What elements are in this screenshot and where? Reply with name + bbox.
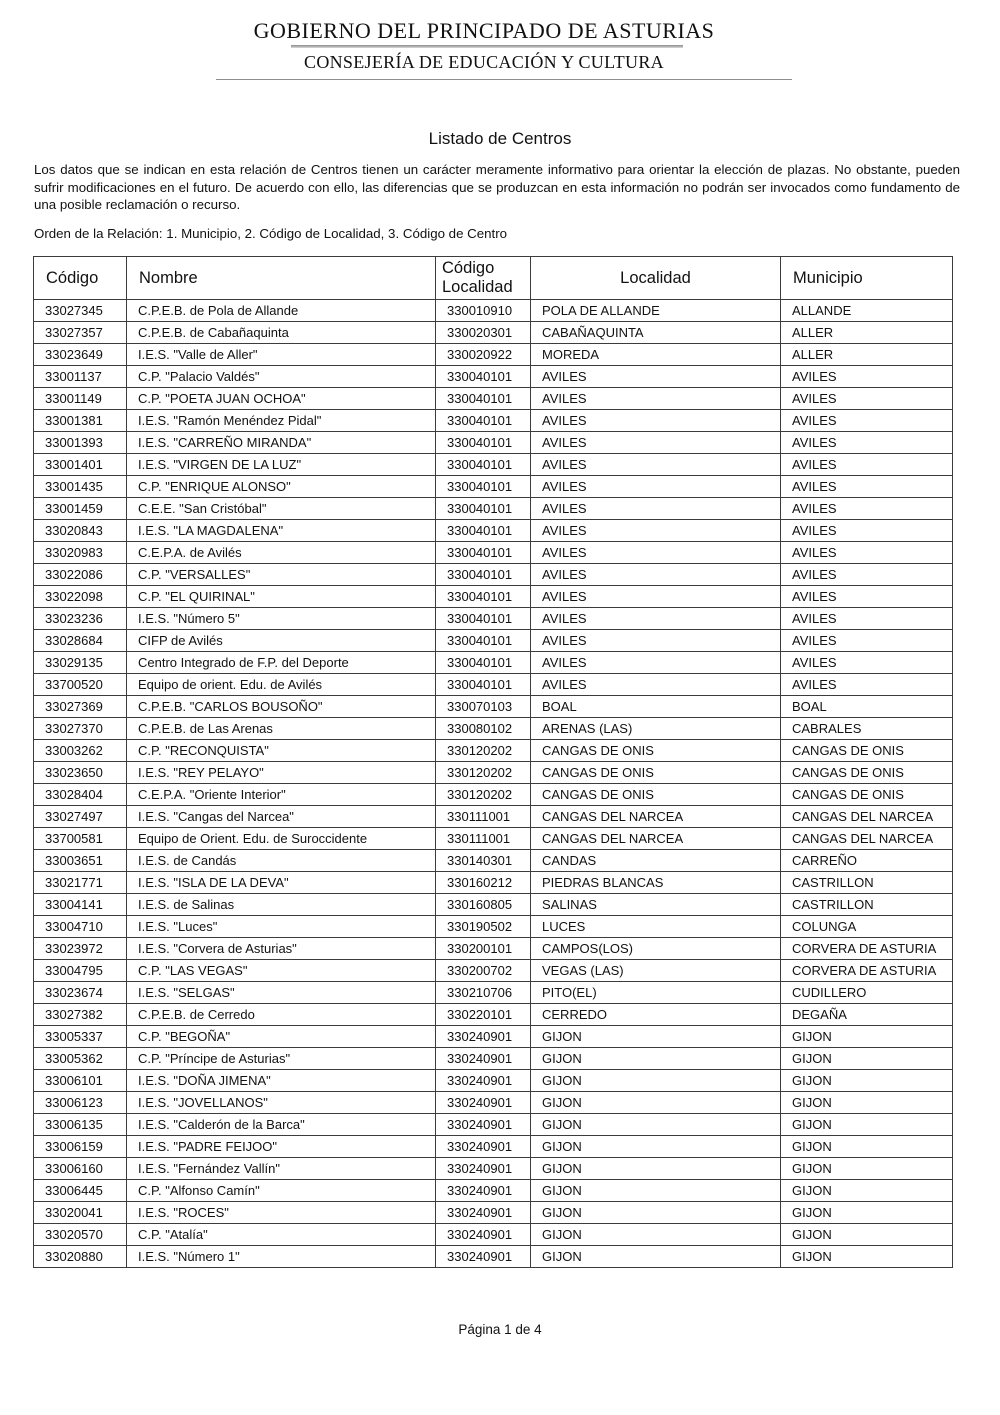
cell-nombre: C.P. "LAS VEGAS" (127, 960, 436, 982)
table-row (34, 806, 953, 828)
cell-codigo-localidad: 330210706 (436, 982, 531, 1004)
cell-localidad: SALINAS (531, 894, 781, 916)
table-row (34, 1092, 953, 1114)
cell-codigo-localidad: 330040101 (436, 542, 531, 564)
cell-localidad: GIJON (531, 1158, 781, 1180)
cell-codigo-localidad: 330200101 (436, 938, 531, 960)
cell-localidad: AVILES (531, 608, 781, 630)
cell-nombre: I.E.S. "Número 1" (127, 1246, 436, 1268)
cell-codigo: 33023649 (34, 344, 127, 366)
cell-localidad: AVILES (531, 520, 781, 542)
cell-codigo-localidad: 330240901 (436, 1180, 531, 1202)
cell-municipio: AVILES (781, 498, 953, 520)
cell-codigo-localidad: 330240901 (436, 1136, 531, 1158)
cell-localidad: POLA DE ALLANDE (531, 300, 781, 322)
table-row (34, 608, 953, 630)
cell-municipio: ALLER (781, 322, 953, 344)
cell-localidad: CANGAS DEL NARCEA (531, 806, 781, 828)
cell-codigo-localidad: 330040101 (436, 498, 531, 520)
cell-municipio: AVILES (781, 542, 953, 564)
cell-municipio: CANGAS DEL NARCEA (781, 806, 953, 828)
cell-codigo-localidad: 330040101 (436, 410, 531, 432)
cell-localidad: CERREDO (531, 1004, 781, 1026)
table-row (34, 652, 953, 674)
cell-nombre: C.P.E.B. de Cabañaquinta (127, 322, 436, 344)
cell-localidad: BOAL (531, 696, 781, 718)
cell-localidad: VEGAS (LAS) (531, 960, 781, 982)
cell-codigo-localidad: 330040101 (436, 432, 531, 454)
cell-municipio: GIJON (781, 1158, 953, 1180)
cell-nombre: I.E.S. "SELGAS" (127, 982, 436, 1004)
cell-codigo: 33004795 (34, 960, 127, 982)
cell-codigo: 33006101 (34, 1070, 127, 1092)
cell-municipio: GIJON (781, 1224, 953, 1246)
table-row (34, 344, 953, 366)
table-row (34, 740, 953, 762)
cell-localidad: AVILES (531, 652, 781, 674)
letterhead-divider-top (291, 45, 683, 48)
cell-codigo: 33023674 (34, 982, 127, 1004)
cell-localidad: AVILES (531, 388, 781, 410)
cell-codigo: 33006445 (34, 1180, 127, 1202)
cell-nombre: C.P. "VERSALLES" (127, 564, 436, 586)
cell-nombre: I.E.S. de Salinas (127, 894, 436, 916)
cell-municipio: CANGAS DE ONIS (781, 740, 953, 762)
cell-municipio: GIJON (781, 1092, 953, 1114)
table-row (34, 1070, 953, 1092)
cell-nombre: C.E.E. "San Cristóbal" (127, 498, 436, 520)
cell-codigo: 33029135 (34, 652, 127, 674)
table-row (34, 454, 953, 476)
cell-localidad: AVILES (531, 542, 781, 564)
cell-municipio: GIJON (781, 1180, 953, 1202)
cell-codigo: 33023236 (34, 608, 127, 630)
cell-nombre: I.E.S. "VIRGEN DE LA LUZ" (127, 454, 436, 476)
cell-codigo: 33006160 (34, 1158, 127, 1180)
cell-codigo: 33027382 (34, 1004, 127, 1026)
cell-localidad: CANGAS DEL NARCEA (531, 828, 781, 850)
table-header-row (34, 257, 953, 300)
order-note: Orden de la Relación: 1. Municipio, 2. Código de Localidad, 3. Código de Centro (34, 226, 508, 241)
table-row (34, 696, 953, 718)
table-row (34, 1048, 953, 1070)
cell-codigo-localidad: 330190502 (436, 916, 531, 938)
cell-nombre: C.P.E.B. de Las Arenas (127, 718, 436, 740)
cell-localidad: GIJON (531, 1246, 781, 1268)
cell-municipio: CORVERA DE ASTURIA (781, 938, 953, 960)
cell-codigo: 33003651 (34, 850, 127, 872)
table-row (34, 916, 953, 938)
letterhead-government-title: GOBIERNO DEL PRINCIPADO DE ASTURIAS (253, 18, 715, 43)
cell-nombre: I.E.S. "LA MAGDALENA" (127, 520, 436, 542)
cell-localidad: CANGAS DE ONIS (531, 784, 781, 806)
cell-localidad: GIJON (531, 1070, 781, 1092)
table-row (34, 1114, 953, 1136)
table-row (34, 322, 953, 344)
cell-nombre: I.E.S. de Candás (127, 850, 436, 872)
cell-localidad: AVILES (531, 564, 781, 586)
cell-codigo: 33027345 (34, 300, 127, 322)
cell-codigo: 33020880 (34, 1246, 127, 1268)
cell-codigo: 33006135 (34, 1114, 127, 1136)
table-body (34, 300, 953, 1268)
cell-municipio: GIJON (781, 1114, 953, 1136)
cell-municipio: AVILES (781, 520, 953, 542)
cell-codigo: 33020570 (34, 1224, 127, 1246)
column-header-codigo-localidad: Código Localidad (436, 257, 531, 300)
cell-nombre: C.P.E.B. de Pola de Allande (127, 300, 436, 322)
cell-codigo: 33028404 (34, 784, 127, 806)
cell-codigo-localidad: 330160212 (436, 872, 531, 894)
cell-municipio: AVILES (781, 652, 953, 674)
cell-municipio: AVILES (781, 410, 953, 432)
cell-nombre: C.P. "ENRIQUE ALONSO" (127, 476, 436, 498)
cell-codigo: 33001459 (34, 498, 127, 520)
cell-codigo: 33001381 (34, 410, 127, 432)
cell-codigo-localidad: 330040101 (436, 630, 531, 652)
table-header (34, 257, 953, 300)
letterhead-department-title: CONSEJERÍA DE EDUCACIÓN Y CULTURA (304, 52, 664, 72)
cell-municipio: AVILES (781, 630, 953, 652)
cell-codigo-localidad: 330040101 (436, 608, 531, 630)
cell-codigo-localidad: 330020922 (436, 344, 531, 366)
cell-codigo: 33001137 (34, 366, 127, 388)
cell-municipio: CASTRILLON (781, 894, 953, 916)
cell-municipio: CANGAS DE ONIS (781, 762, 953, 784)
cell-codigo-localidad: 330040101 (436, 388, 531, 410)
cell-localidad: GIJON (531, 1026, 781, 1048)
cell-codigo: 33020041 (34, 1202, 127, 1224)
table-row (34, 1202, 953, 1224)
cell-localidad: GIJON (531, 1092, 781, 1114)
cell-codigo-localidad: 330220101 (436, 1004, 531, 1026)
cell-localidad: AVILES (531, 476, 781, 498)
cell-nombre: I.E.S. "ROCES" (127, 1202, 436, 1224)
cell-codigo: 33022098 (34, 586, 127, 608)
cell-nombre: I.E.S. "CARREÑO MIRANDA" (127, 432, 436, 454)
table-row (34, 784, 953, 806)
cell-localidad: ARENAS (LAS) (531, 718, 781, 740)
cell-nombre: I.E.S. "ISLA DE LA DEVA" (127, 872, 436, 894)
cell-municipio: COLUNGA (781, 916, 953, 938)
cell-nombre: C.P. "EL QUIRINAL" (127, 586, 436, 608)
cell-municipio: GIJON (781, 1136, 953, 1158)
column-header-municipio: Municipio (781, 257, 953, 300)
cell-localidad: MOREDA (531, 344, 781, 366)
cell-localidad: AVILES (531, 410, 781, 432)
cell-localidad: GIJON (531, 1048, 781, 1070)
cell-codigo-localidad: 330240901 (436, 1114, 531, 1136)
table-row (34, 960, 953, 982)
cell-codigo: 33700581 (34, 828, 127, 850)
table-row (34, 762, 953, 784)
cell-codigo-localidad: 330120202 (436, 762, 531, 784)
cell-localidad: CANGAS DE ONIS (531, 762, 781, 784)
cell-municipio: GIJON (781, 1202, 953, 1224)
cell-municipio: AVILES (781, 586, 953, 608)
table-row (34, 938, 953, 960)
cell-nombre: I.E.S. "Luces" (127, 916, 436, 938)
table-row (34, 586, 953, 608)
cell-codigo: 33027369 (34, 696, 127, 718)
cell-nombre: C.P. "Atalía" (127, 1224, 436, 1246)
table-row (34, 300, 953, 322)
cell-municipio: DEGAÑA (781, 1004, 953, 1026)
cell-codigo-localidad: 330160805 (436, 894, 531, 916)
table-row (34, 410, 953, 432)
cell-nombre: C.P.E.B. "CARLOS BOUSOÑO" (127, 696, 436, 718)
cell-codigo: 33004710 (34, 916, 127, 938)
cell-codigo-localidad: 330240901 (436, 1246, 531, 1268)
table-row (34, 1180, 953, 1202)
cell-codigo-localidad: 330070103 (436, 696, 531, 718)
cell-codigo-localidad: 330240901 (436, 1070, 531, 1092)
cell-nombre: I.E.S. "REY PELAYO" (127, 762, 436, 784)
cell-municipio: GIJON (781, 1246, 953, 1268)
cell-codigo-localidad: 330240901 (436, 1158, 531, 1180)
table-row (34, 1026, 953, 1048)
cell-municipio: AVILES (781, 454, 953, 476)
cell-municipio: CABRALES (781, 718, 953, 740)
cell-municipio: CANGAS DEL NARCEA (781, 828, 953, 850)
table-row (34, 850, 953, 872)
cell-municipio: AVILES (781, 388, 953, 410)
table-row (34, 1246, 953, 1268)
cell-nombre: C.P.E.B. de Cerredo (127, 1004, 436, 1026)
column-header-localidad: Localidad (531, 257, 781, 300)
cell-codigo-localidad: 330040101 (436, 674, 531, 696)
cell-nombre: I.E.S. "PADRE FEIJOO" (127, 1136, 436, 1158)
cell-municipio: AVILES (781, 674, 953, 696)
cell-nombre: I.E.S. "Corvera de Asturias" (127, 938, 436, 960)
cell-localidad: CAMPOS(LOS) (531, 938, 781, 960)
cell-localidad: GIJON (531, 1224, 781, 1246)
table-row (34, 1158, 953, 1180)
cell-codigo-localidad: 330240901 (436, 1026, 531, 1048)
cell-localidad: GIJON (531, 1136, 781, 1158)
cell-municipio: AVILES (781, 476, 953, 498)
table-row (34, 366, 953, 388)
cell-codigo: 33003262 (34, 740, 127, 762)
cell-codigo-localidad: 330240901 (436, 1092, 531, 1114)
cell-localidad: AVILES (531, 630, 781, 652)
cell-localidad: AVILES (531, 366, 781, 388)
cell-municipio: CANGAS DE ONIS (781, 784, 953, 806)
cell-localidad: CANGAS DE ONIS (531, 740, 781, 762)
cell-localidad: CANDAS (531, 850, 781, 872)
cell-nombre: C.P. "Palacio Valdés" (127, 366, 436, 388)
table-row (34, 432, 953, 454)
cell-nombre: I.E.S. "Cangas del Narcea" (127, 806, 436, 828)
cell-codigo: 33022086 (34, 564, 127, 586)
cell-codigo: 33005362 (34, 1048, 127, 1070)
cell-codigo-localidad: 330010910 (436, 300, 531, 322)
cell-codigo: 33023972 (34, 938, 127, 960)
cell-nombre: C.P. "RECONQUISTA" (127, 740, 436, 762)
cell-codigo: 33001401 (34, 454, 127, 476)
table-row (34, 982, 953, 1004)
column-header-codigo: Código (34, 257, 127, 300)
cell-codigo-localidad: 330111001 (436, 828, 531, 850)
cell-nombre: Centro Integrado de F.P. del Deporte (127, 652, 436, 674)
cell-codigo: 33001393 (34, 432, 127, 454)
cell-codigo: 33023650 (34, 762, 127, 784)
cell-nombre: I.E.S. "Valle de Aller" (127, 344, 436, 366)
cell-codigo: 33006159 (34, 1136, 127, 1158)
cell-codigo-localidad: 330040101 (436, 520, 531, 542)
cell-codigo: 33027370 (34, 718, 127, 740)
cell-codigo-localidad: 330080102 (436, 718, 531, 740)
cell-codigo: 33020843 (34, 520, 127, 542)
table-row (34, 542, 953, 564)
letterhead-divider-bottom (216, 79, 792, 80)
cell-municipio: CORVERA DE ASTURIA (781, 960, 953, 982)
cell-codigo-localidad: 330040101 (436, 476, 531, 498)
cell-codigo-localidad: 330120202 (436, 784, 531, 806)
cell-nombre: I.E.S. "JOVELLANOS" (127, 1092, 436, 1114)
table-row (34, 498, 953, 520)
cell-municipio: GIJON (781, 1048, 953, 1070)
table-row (34, 630, 953, 652)
cell-codigo-localidad: 330040101 (436, 366, 531, 388)
column-header-nombre: Nombre (127, 257, 436, 300)
cell-codigo-localidad: 330240901 (436, 1224, 531, 1246)
table-row (34, 894, 953, 916)
cell-localidad: AVILES (531, 586, 781, 608)
page-number: Página 1 de 4 (458, 1322, 542, 1337)
cell-nombre: C.E.P.A. de Avilés (127, 542, 436, 564)
table-row (34, 674, 953, 696)
cell-codigo: 33006123 (34, 1092, 127, 1114)
cell-municipio: AVILES (781, 432, 953, 454)
cell-codigo-localidad: 330040101 (436, 652, 531, 674)
cell-localidad: GIJON (531, 1202, 781, 1224)
cell-municipio: CARREÑO (781, 850, 953, 872)
cell-codigo: 33027357 (34, 322, 127, 344)
cell-codigo-localidad: 330140301 (436, 850, 531, 872)
cell-localidad: AVILES (531, 454, 781, 476)
cell-nombre: C.P. "BEGOÑA" (127, 1026, 436, 1048)
cell-localidad: LUCES (531, 916, 781, 938)
cell-municipio: AVILES (781, 366, 953, 388)
cell-codigo: 33700520 (34, 674, 127, 696)
cell-localidad: PITO(EL) (531, 982, 781, 1004)
cell-municipio: CUDILLERO (781, 982, 953, 1004)
cell-codigo: 33020983 (34, 542, 127, 564)
cell-municipio: GIJON (781, 1026, 953, 1048)
cell-codigo: 33021771 (34, 872, 127, 894)
cell-codigo: 33004141 (34, 894, 127, 916)
table-row (34, 828, 953, 850)
cell-municipio: ALLANDE (781, 300, 953, 322)
cell-codigo-localidad: 330240901 (436, 1048, 531, 1070)
cell-nombre: I.E.S. "DOÑA JIMENA" (127, 1070, 436, 1092)
cell-nombre: C.E.P.A. "Oriente Interior" (127, 784, 436, 806)
table-row (34, 872, 953, 894)
cell-codigo: 33001435 (34, 476, 127, 498)
cell-codigo: 33028684 (34, 630, 127, 652)
cell-codigo-localidad: 330120202 (436, 740, 531, 762)
cell-municipio: BOAL (781, 696, 953, 718)
cell-nombre: I.E.S. "Calderón de la Barca" (127, 1114, 436, 1136)
cell-localidad: GIJON (531, 1180, 781, 1202)
cell-localidad: AVILES (531, 498, 781, 520)
cell-localidad: GIJON (531, 1114, 781, 1136)
cell-localidad: PIEDRAS BLANCAS (531, 872, 781, 894)
table-row (34, 520, 953, 542)
cell-codigo-localidad: 330020301 (436, 322, 531, 344)
cell-nombre: Equipo de Orient. Edu. de Suroccidente (127, 828, 436, 850)
table-row (34, 1224, 953, 1246)
cell-nombre: I.E.S. "Número 5" (127, 608, 436, 630)
cell-nombre: C.P. "Alfonso Camín" (127, 1180, 436, 1202)
cell-municipio: GIJON (781, 1070, 953, 1092)
cell-localidad: CABAÑAQUINTA (531, 322, 781, 344)
cell-codigo-localidad: 330040101 (436, 564, 531, 586)
cell-nombre: I.E.S. "Ramón Menéndez Pidal" (127, 410, 436, 432)
cell-localidad: AVILES (531, 432, 781, 454)
cell-codigo: 33027497 (34, 806, 127, 828)
table-row (34, 388, 953, 410)
cell-nombre: C.P. "POETA JUAN OCHOA" (127, 388, 436, 410)
cell-codigo-localidad: 330040101 (436, 586, 531, 608)
table-row (34, 718, 953, 740)
cell-nombre: CIFP de Avilés (127, 630, 436, 652)
cell-codigo: 33005337 (34, 1026, 127, 1048)
intro-paragraph: Los datos que se indican en esta relación de Centros tienen un carácter meramente informativo para orientar la elección de plazas. No obstante, pueden sufrir modificaciones en el futuro. De acuerdo con ello, las diferencias que se produzcan en esta información no podrán ser invocados como fundamento de una posible reclamación o recurso. (34, 162, 960, 212)
cell-municipio: AVILES (781, 608, 953, 630)
table-row (34, 1136, 953, 1158)
cell-codigo-localidad: 330240901 (436, 1202, 531, 1224)
cell-municipio: ALLER (781, 344, 953, 366)
cell-municipio: CASTRILLON (781, 872, 953, 894)
cell-localidad: AVILES (531, 674, 781, 696)
cell-nombre: I.E.S. "Fernández Vallín" (127, 1158, 436, 1180)
cell-codigo-localidad: 330200702 (436, 960, 531, 982)
cell-codigo-localidad: 330111001 (436, 806, 531, 828)
page-title: Listado de Centros (428, 129, 572, 148)
cell-codigo-localidad: 330040101 (436, 454, 531, 476)
centers-table (33, 256, 953, 1268)
table-row (34, 564, 953, 586)
cell-nombre: Equipo de orient. Edu. de Avilés (127, 674, 436, 696)
cell-nombre: C.P. "Príncipe de Asturias" (127, 1048, 436, 1070)
table-row (34, 1004, 953, 1026)
cell-codigo: 33001149 (34, 388, 127, 410)
cell-municipio: AVILES (781, 564, 953, 586)
table-row (34, 476, 953, 498)
